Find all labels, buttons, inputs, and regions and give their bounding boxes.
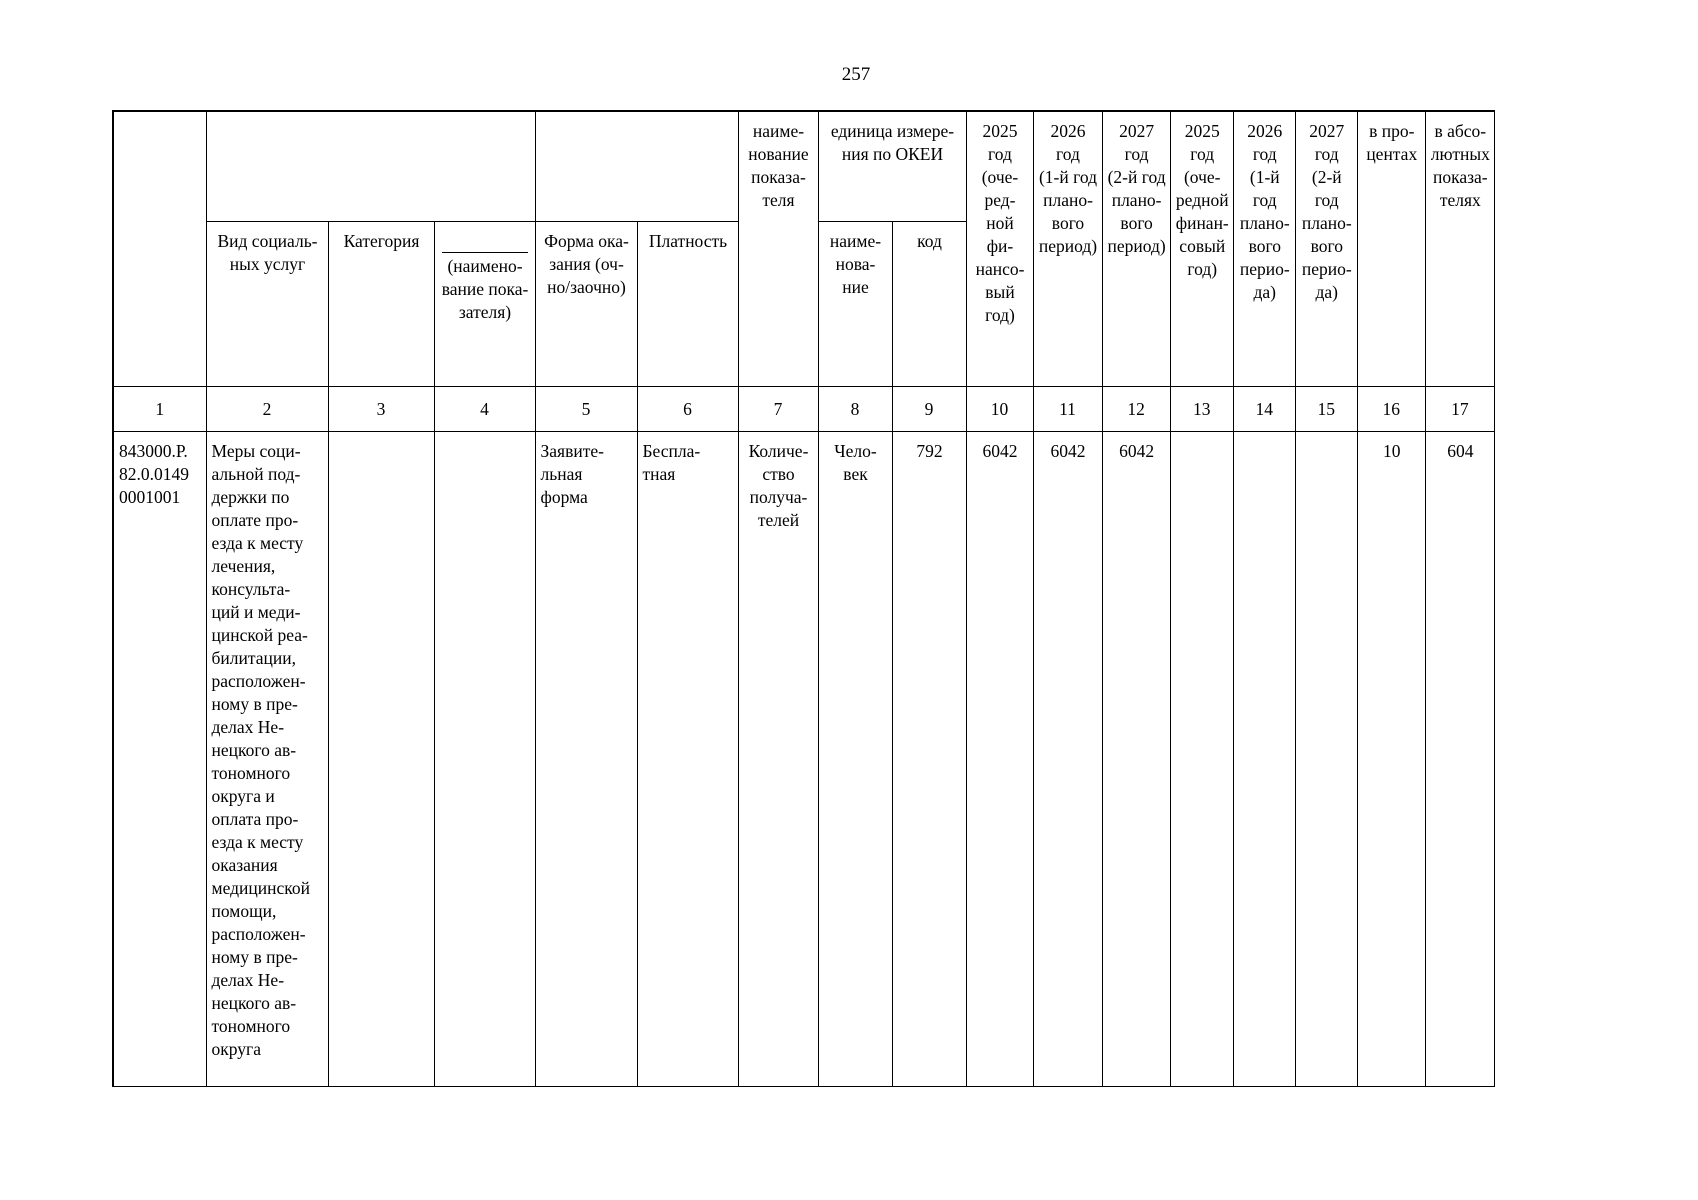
- header-2027-volume-text: 2027 год (2-й год плано- вого период): [1107, 121, 1166, 256]
- row-unit-name: [818, 432, 892, 1087]
- row-fee-2026: [1233, 432, 1295, 1087]
- header-col4-indicator: [434, 222, 535, 387]
- column-number: 10: [966, 387, 1033, 432]
- header-2025-fee-text: 2025 год (оче- редной финан- совый год): [1175, 121, 1229, 279]
- header-deviation-absolute: [1425, 111, 1494, 387]
- column-number: 14: [1233, 387, 1295, 432]
- column-number: 16: [1357, 387, 1425, 432]
- row-volume-2025: 6042: [966, 432, 1033, 1087]
- header-okei-unit: [818, 111, 966, 222]
- header-okei-name: [818, 222, 892, 387]
- header-category-text: Категория: [343, 231, 420, 251]
- header-2027-volume: [1102, 111, 1170, 387]
- table-row: [113, 432, 1494, 1087]
- header-2025-volume-text: 2025 год (оче- ред- ной фи- нансо- вый год): [975, 121, 1025, 325]
- header-deviation-percent-text: в про- центах: [1366, 121, 1418, 164]
- header-2027-fee-text: 2027 год (2-й год плано- вого перио- да): [1301, 121, 1352, 302]
- row-volume-2026: 6042: [1033, 432, 1102, 1087]
- row-indicator-text: Количе- ство получа- телей: [748, 441, 809, 530]
- header-2026-fee: [1233, 111, 1295, 387]
- header-payment: [637, 222, 738, 387]
- row-volume-2027: 6042: [1102, 432, 1170, 1087]
- row-payment-text: Беспла- тная: [642, 441, 701, 484]
- header-2026-volume: [1033, 111, 1102, 387]
- row-form-text: Заявите- льная форма: [540, 441, 604, 507]
- row-deviation-percent: 10: [1357, 432, 1425, 1087]
- header-indicator-name: [738, 111, 818, 387]
- header-vid-uslug-text: Вид социаль- ных услуг: [217, 231, 318, 274]
- header-col4-text: (наимено- вание пока- зателя): [441, 256, 529, 322]
- column-number: 6: [637, 387, 738, 432]
- row-form: [535, 432, 637, 1087]
- header-okei-code-text: код: [917, 231, 942, 251]
- header-2027-fee: [1295, 111, 1357, 387]
- header-indicator-name-text: наиме- нование показа- теля: [748, 121, 809, 210]
- header-row-top: [113, 111, 1494, 222]
- header-group-content: [206, 111, 535, 222]
- header-okei-name-text: наиме- нова- ние: [829, 231, 882, 297]
- header-col-code: [113, 111, 206, 387]
- header-okei-unit-text: единица измере- ния по ОКЕИ: [830, 121, 955, 164]
- row-col4: [434, 432, 535, 1087]
- service-volume-table: [112, 110, 1495, 1087]
- row-code-text: 843000.Р. 82.0.0149 0001001: [119, 441, 189, 507]
- column-number: 3: [328, 387, 434, 432]
- header-category: [328, 222, 434, 387]
- header-form-text: Форма ока- зания (оч- но/заочно): [544, 231, 629, 297]
- column-number: 12: [1102, 387, 1170, 432]
- column-number: 1: [113, 387, 206, 432]
- header-group-conditions: [535, 111, 738, 222]
- header-vid-uslug: [206, 222, 328, 387]
- column-number: 2: [206, 387, 328, 432]
- header-2026-volume-text: 2026 год (1-й год плано- вого период): [1038, 121, 1098, 256]
- row-unit-code: 792: [892, 432, 966, 1087]
- header-2025-fee: [1170, 111, 1233, 387]
- column-number: 17: [1425, 387, 1494, 432]
- row-service-type: [206, 432, 328, 1087]
- column-number: 9: [892, 387, 966, 432]
- column-number: 13: [1170, 387, 1233, 432]
- column-number-row: [113, 387, 1494, 432]
- row-service-type-text: Меры соци- альной под- держки по оплате про- езда к месту лечения, консульта- ций и меди- цинской реа- билитации, расположен- ному в пре- делах Не- нецкого ав- тономного округа и оплата про- езда к месту оказания медицинской помощи, расположен- ному в пре- делах Не- нецкого ав- тономного округа: [211, 441, 310, 1059]
- row-payment: [637, 432, 738, 1087]
- header-2025-volume: [966, 111, 1033, 387]
- row-category: [328, 432, 434, 1087]
- column-number: 15: [1295, 387, 1357, 432]
- page-number: 257: [841, 64, 871, 85]
- row-code: [113, 432, 206, 1087]
- header-form: [535, 222, 637, 387]
- row-deviation-absolute: 604: [1425, 432, 1494, 1087]
- header-okei-code: [892, 222, 966, 387]
- header-2026-fee-text: 2026 год (1-й год плано- вого перио- да): [1239, 121, 1290, 302]
- column-number: 11: [1033, 387, 1102, 432]
- row-fee-2025: [1170, 432, 1233, 1087]
- header-col4-blank-line: [442, 252, 528, 253]
- column-number: 4: [434, 387, 535, 432]
- header-payment-text: Платность: [648, 231, 728, 251]
- column-number: 8: [818, 387, 892, 432]
- header-deviation-percent: [1357, 111, 1425, 387]
- column-number: 7: [738, 387, 818, 432]
- header-deviation-absolute-text: в абсо- лютных показа- телях: [1430, 121, 1490, 210]
- row-indicator: [738, 432, 818, 1087]
- row-fee-2027: [1295, 432, 1357, 1087]
- row-unit-name-text: Чело- век: [834, 441, 877, 484]
- column-number: 5: [535, 387, 637, 432]
